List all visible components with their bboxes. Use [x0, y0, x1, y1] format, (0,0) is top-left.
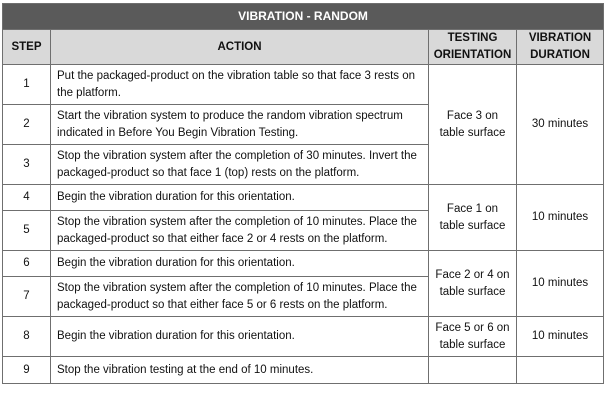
- step-action: Put the packaged-product on the vibration table so that face 3 rests on the platform.: [51, 65, 429, 105]
- table-row: [3, 185, 604, 211]
- step-number: 6: [3, 251, 51, 277]
- vibration-duration: 10 minutes: [517, 185, 604, 251]
- step-action: Begin the vibration duration for this orientation.: [51, 317, 429, 357]
- table-row: [3, 357, 604, 384]
- empty-duration-cell: [517, 357, 604, 384]
- step-number: 1: [3, 65, 51, 105]
- step-number: 8: [3, 317, 51, 357]
- orientation-header: TESTING ORIENTATION: [429, 30, 517, 65]
- vibration-duration: 10 minutes: [517, 317, 604, 357]
- step-number: 7: [3, 277, 51, 317]
- empty-orientation-cell: [429, 357, 517, 384]
- step-number: 4: [3, 185, 51, 211]
- step-action: Start the vibration system to produce the random vibration spectrum indicated in Before You Begin Vibration Testing.: [51, 105, 429, 145]
- title-row: [3, 4, 604, 30]
- testing-orientation: Face 1 on table surface: [429, 185, 517, 251]
- step-number: 9: [3, 357, 51, 384]
- step-action: Stop the vibration system after the completion of 30 minutes. Invert the packaged-product so that face 1 (top) rests on the platform.: [51, 145, 429, 185]
- testing-orientation: Face 3 on table surface: [429, 65, 517, 185]
- header-row: [3, 30, 604, 65]
- testing-orientation: Face 5 or 6 on table surface: [429, 317, 517, 357]
- action-header: ACTION: [51, 30, 429, 65]
- testing-orientation: Face 2 or 4 on table surface: [429, 251, 517, 317]
- step-number: 5: [3, 211, 51, 251]
- vibration-duration: 30 minutes: [517, 65, 604, 185]
- table-row: [3, 65, 604, 105]
- step-action: Stop the vibration system after the completion of 10 minutes. Place the packaged-product so that either face 5 or 6 rests on the platform.: [51, 277, 429, 317]
- vibration-random-table: [2, 3, 604, 384]
- table-row: [3, 317, 604, 357]
- table-row: [3, 251, 604, 277]
- duration-header: VIBRATION DURATION: [517, 30, 604, 65]
- step-header: STEP: [3, 30, 51, 65]
- step-action: Stop the vibration testing at the end of 10 minutes.: [51, 357, 429, 384]
- step-number: 3: [3, 145, 51, 185]
- step-number: 2: [3, 105, 51, 145]
- step-action: Begin the vibration duration for this orientation.: [51, 251, 429, 277]
- table-title: VIBRATION - RANDOM: [3, 4, 604, 30]
- step-action: Stop the vibration system after the completion of 10 minutes. Place the packaged-product so that either face 2 or 4 rests on the platform.: [51, 211, 429, 251]
- step-action: Begin the vibration duration for this orientation.: [51, 185, 429, 211]
- vibration-duration: 10 minutes: [517, 251, 604, 317]
